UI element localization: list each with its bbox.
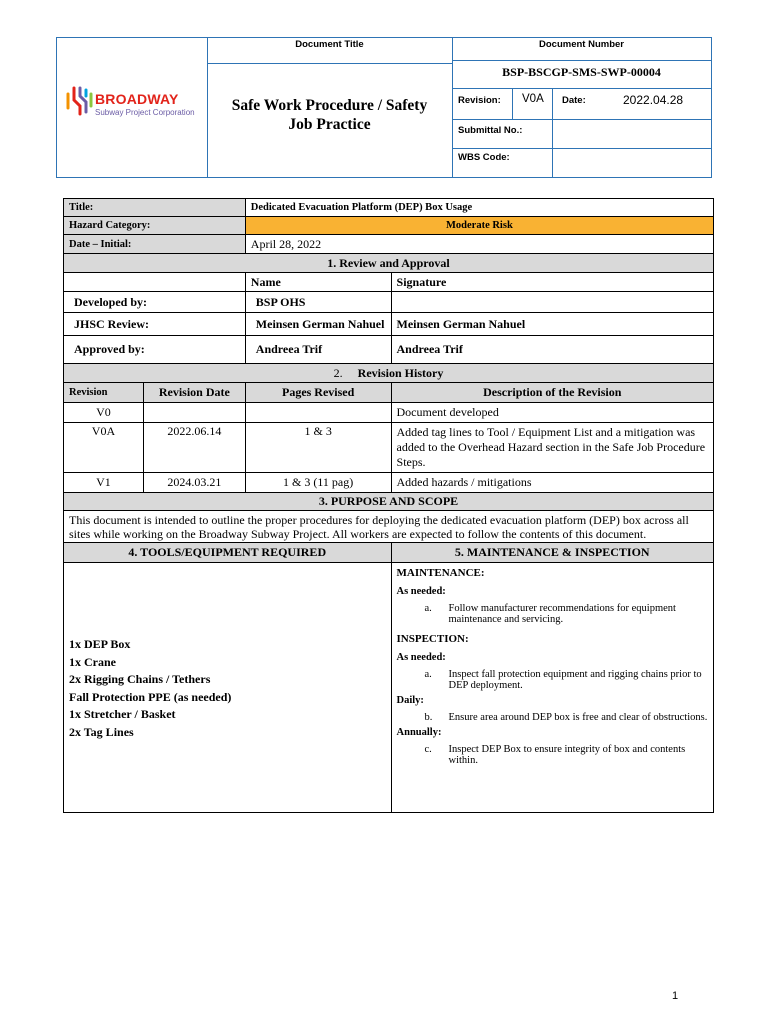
history-revision: V0 bbox=[64, 403, 144, 423]
tools-list bbox=[64, 563, 392, 813]
tools-heading: 4. TOOLS/EQUIPMENT REQUIRED bbox=[64, 543, 392, 563]
review-row bbox=[64, 313, 714, 336]
list-letter: c. bbox=[424, 744, 432, 755]
maintenance-label: MAINTENANCE: bbox=[396, 567, 485, 579]
history-col-pages: Pages Revised bbox=[245, 383, 391, 403]
document-title bbox=[207, 96, 452, 134]
purpose-scope-heading: 3. PURPOSE AND SCOPE bbox=[64, 493, 714, 511]
logo-name: BROADWAY bbox=[95, 91, 179, 107]
history-pages: 1 & 3 bbox=[245, 423, 391, 473]
history-description: Document developed bbox=[391, 403, 713, 423]
review-col-signature: Signature bbox=[391, 273, 713, 292]
history-date bbox=[143, 403, 245, 423]
list-letter: b. bbox=[424, 712, 433, 723]
revision-value: V0A bbox=[522, 93, 544, 105]
revision-history-heading bbox=[64, 364, 714, 383]
review-signature bbox=[391, 292, 713, 313]
review-name: Meinsen German Nahuel bbox=[245, 313, 391, 336]
broadway-logo bbox=[65, 84, 205, 124]
logo-mark-icon bbox=[65, 84, 93, 118]
revision-history-number: 2. bbox=[333, 365, 343, 380]
purpose-heading-row bbox=[64, 493, 714, 511]
review-name: BSP OHS bbox=[245, 292, 391, 313]
tool-item: 2x Tag Lines bbox=[69, 724, 134, 739]
table-row bbox=[64, 403, 714, 423]
history-heading-row bbox=[64, 364, 714, 383]
list-item bbox=[425, 744, 708, 766]
annually-label: Annually: bbox=[396, 727, 442, 738]
as-needed-label: As needed: bbox=[396, 586, 446, 597]
review-signature: Andreea Trif bbox=[391, 336, 713, 364]
tool-item: 1x DEP Box bbox=[69, 637, 131, 651]
title-row bbox=[64, 199, 714, 217]
history-col-description: Description of the Revision bbox=[391, 383, 713, 403]
review-heading-row bbox=[64, 254, 714, 273]
list-letter: a. bbox=[424, 603, 432, 614]
list-item bbox=[425, 669, 708, 691]
history-description: Added tag lines to Tool / Equipment List and a mitigation was added to the Overhead Hazard section in the Safe Job Procedure Steps. bbox=[391, 423, 713, 473]
history-revision: V0A bbox=[64, 423, 144, 473]
hazard-category-value: Moderate Risk bbox=[245, 217, 713, 235]
history-columns-row bbox=[64, 383, 714, 403]
review-role: Developed by: bbox=[64, 292, 246, 313]
tool-item: Fall Protection PPE (as needed) bbox=[69, 689, 232, 704]
hazard-category-label: Hazard Category: bbox=[64, 217, 246, 235]
document-number: BSP-BSCGP-SMS-SWP-00004 bbox=[502, 65, 661, 79]
tool-item: 1x Crane bbox=[69, 654, 116, 669]
list-item bbox=[425, 712, 708, 723]
review-row bbox=[64, 336, 714, 364]
tools-maintenance-row bbox=[64, 563, 714, 813]
revision-history-title: Revision History bbox=[357, 365, 444, 380]
history-date: 2024.03.21 bbox=[143, 473, 245, 493]
history-pages: 1 & 3 (11 pag) bbox=[245, 473, 391, 493]
review-row bbox=[64, 292, 714, 313]
review-col-name: Name bbox=[245, 273, 391, 292]
date-initial-value: April 28, 2022 bbox=[245, 235, 713, 254]
document-header bbox=[56, 37, 712, 178]
review-role: JHSC Review: bbox=[64, 313, 246, 336]
hazard-row bbox=[64, 217, 714, 235]
history-revision: V1 bbox=[64, 473, 144, 493]
tool-item: 1x Stretcher / Basket bbox=[69, 707, 176, 721]
history-date: 2022.06.14 bbox=[143, 423, 245, 473]
purpose-text: This document is intended to outline the proper procedures for deploying the dedicated evacuation platform (DEP) box across all sites while working on the Broadway Subway Project. All workers are expected to follow the contents of this document. bbox=[64, 511, 714, 543]
wbs-code-label: WBS Code: bbox=[458, 152, 510, 163]
tool-item: 2x Rigging Chains / Tethers bbox=[69, 672, 211, 686]
document-title-line-2: Job Practice bbox=[288, 116, 371, 133]
date-value: 2022.04.28 bbox=[623, 93, 684, 107]
revision-label: Revision: bbox=[458, 95, 501, 106]
as-needed-label: As needed: bbox=[396, 652, 446, 663]
history-pages bbox=[245, 403, 391, 423]
review-signature: Meinsen German Nahuel bbox=[391, 313, 713, 336]
date-initial-row bbox=[64, 235, 714, 254]
list-text: Inspect DEP Box to ensure integrity of box and contents within. bbox=[448, 744, 686, 766]
date-label: Date: bbox=[562, 95, 586, 106]
review-name: Andreea Trif bbox=[245, 336, 391, 364]
title-value: Dedicated Evacuation Platform (DEP) Box Usage bbox=[245, 199, 713, 217]
document-title-label: Document Title bbox=[295, 39, 364, 50]
list-letter: a. bbox=[424, 669, 432, 680]
history-description: Added hazards / mitigations bbox=[391, 473, 713, 493]
list-text: Inspect fall protection equipment and rigging chains prior to DEP deployment. bbox=[448, 669, 702, 691]
purpose-row bbox=[64, 511, 714, 543]
list-item bbox=[425, 603, 708, 625]
title-label: Title: bbox=[64, 199, 246, 217]
date-initial-label: Date – Initial: bbox=[64, 235, 246, 254]
daily-label: Daily: bbox=[396, 695, 424, 706]
document-number-label: Document Number bbox=[539, 39, 624, 50]
maintenance-inspection-list bbox=[391, 563, 713, 813]
inspection-label: INSPECTION: bbox=[396, 633, 469, 645]
list-text: Ensure area around DEP box is free and clear of obstructions. bbox=[448, 712, 708, 723]
table-row bbox=[64, 473, 714, 493]
table-row bbox=[64, 423, 714, 473]
list-text: Follow manufacturer recommendations for equipment maintenance and servicing. bbox=[448, 603, 676, 625]
history-col-revision: Revision bbox=[64, 383, 144, 403]
logo-subtitle: Subway Project Corporation bbox=[95, 108, 195, 117]
page-number: 1 bbox=[672, 990, 679, 1002]
procedure-table bbox=[63, 198, 714, 813]
tools-maintenance-heading-row bbox=[64, 543, 714, 563]
review-columns-row bbox=[64, 273, 714, 292]
submittal-label: Submittal No.: bbox=[458, 125, 523, 136]
review-approval-heading: 1. Review and Approval bbox=[64, 254, 714, 273]
maintenance-heading: 5. MAINTENANCE & INSPECTION bbox=[391, 543, 713, 563]
review-role: Approved by: bbox=[64, 336, 246, 364]
document-title-line-1: Safe Work Procedure / Safety bbox=[231, 97, 428, 114]
history-col-date: Revision Date bbox=[143, 383, 245, 403]
